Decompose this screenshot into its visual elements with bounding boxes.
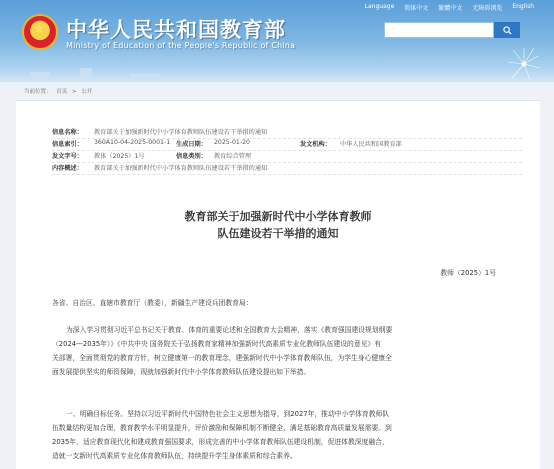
simplified-chinese-link[interactable]: 简体中文 bbox=[404, 5, 429, 12]
meta-value: 中华人民共和国教育部 bbox=[340, 141, 402, 148]
meta-row-index bbox=[52, 139, 522, 151]
skyline-decoration bbox=[0, 48, 554, 88]
breadcrumb-public-link[interactable]: 公开 bbox=[81, 89, 93, 95]
meta-row-summary bbox=[52, 163, 522, 175]
meta-label: 发文机构： bbox=[300, 141, 331, 148]
site-title[interactable]: 中华人民共和国教育部 bbox=[66, 18, 286, 42]
breadcrumb bbox=[24, 87, 95, 95]
meta-label: 信息类别： bbox=[176, 153, 207, 160]
paragraph-line: 伍数量结构更加合理，教育教学水平明显提升，评价激励和保障机制不断健全，满足基础教育高质量发展需要。到 bbox=[52, 424, 392, 432]
site-subtitle: Ministry of Education of the People's Republic of China bbox=[66, 41, 296, 50]
document-paragraph-1 bbox=[52, 323, 502, 379]
meta-row-name bbox=[52, 127, 522, 139]
paragraph-line: 面发展提供坚实的师资保障，现就加强新时代中小学体育教师队伍建设提出如下举措。 bbox=[52, 368, 311, 376]
search-icon bbox=[503, 26, 512, 35]
document-metadata bbox=[52, 127, 522, 175]
paragraph-line: 关部署，全面贯彻党的教育方针，树立健康第一的教育理念，建强新时代中小学体育教师队伍，为学生身心健康全 bbox=[52, 354, 392, 362]
accessibility-link[interactable]: 无障碍浏览 bbox=[472, 5, 503, 12]
traditional-chinese-link[interactable]: 繁體中文 bbox=[438, 5, 463, 12]
national-emblem-icon[interactable]: ★ bbox=[22, 14, 58, 50]
paragraph-line: 造就一支新时代高素质专业化体育教师队伍，持续提升学生身体素质和综合素养。 bbox=[52, 452, 297, 460]
document-title-line2: 队伍建设若干举措的通知 bbox=[217, 227, 339, 240]
meta-label: 内容概述： bbox=[52, 165, 83, 172]
document-title-line1: 教育部关于加强新时代中小学体育教师 bbox=[184, 210, 372, 223]
language-label: Language bbox=[364, 3, 395, 10]
breadcrumb-separator: > bbox=[72, 89, 77, 95]
breadcrumb-home-link[interactable]: 首页 bbox=[56, 89, 68, 95]
meta-label: 发文字号： bbox=[52, 153, 83, 160]
meta-label: 信息索引： bbox=[52, 141, 83, 148]
search-input[interactable] bbox=[384, 22, 494, 38]
meta-value: 教育部关于加强新时代中小学体育教师队伍建设若干举措的通知 bbox=[94, 129, 268, 136]
document-paragraph-2 bbox=[52, 407, 502, 463]
paragraph-line: 为深入学习贯彻习近平总书记关于教育、体育的重要论述和全国教育大会精神，落实《教育强国建设规划纲要 bbox=[66, 326, 393, 334]
english-link[interactable]: English bbox=[512, 3, 534, 10]
paragraph-line: 一、明确目标任务。坚持以习近平新时代中国特色社会主义思想为指导，到2027年，推动中小学体育教师队 bbox=[66, 410, 390, 418]
top-links bbox=[365, 3, 534, 12]
meta-value: 教体（2025）1号 bbox=[94, 153, 145, 160]
site-header bbox=[0, 0, 554, 88]
meta-value: 教育部关于加强新时代中小学体育教师队伍建设若干举措的通知 bbox=[94, 165, 268, 172]
meta-value: 2025-01-20 bbox=[214, 139, 250, 146]
document-recipient: 各省、自治区、直辖市教育厅（教委），新疆生产建设兵团教育局： bbox=[52, 299, 253, 307]
meta-value: 360A10-04-2025-0001-1 bbox=[94, 139, 171, 146]
breadcrumb-prefix: 当前位置： bbox=[24, 89, 52, 95]
dandelion-decoration-icon bbox=[504, 44, 544, 84]
document-title bbox=[16, 208, 540, 242]
meta-row-docno bbox=[52, 151, 522, 163]
search-button[interactable] bbox=[494, 22, 520, 38]
meta-label: 信息名称： bbox=[52, 129, 83, 136]
meta-label: 生成日期： bbox=[176, 141, 207, 148]
content-panel bbox=[16, 100, 540, 469]
paragraph-line: （2024—2035年）》《中共中央 国务院关于弘扬教育家精神加强新时代高素质专业化教师队伍建设的意见》有 bbox=[52, 340, 382, 348]
paragraph-line: 2035年，适应教育现代化和建成教育强国要求，形成完善的中小学体育教师队伍建设机制，促进体教深度融合， bbox=[52, 438, 389, 446]
meta-value: 教育综合管理 bbox=[214, 153, 252, 160]
document-number: 教师（2025）1号 bbox=[440, 269, 496, 277]
